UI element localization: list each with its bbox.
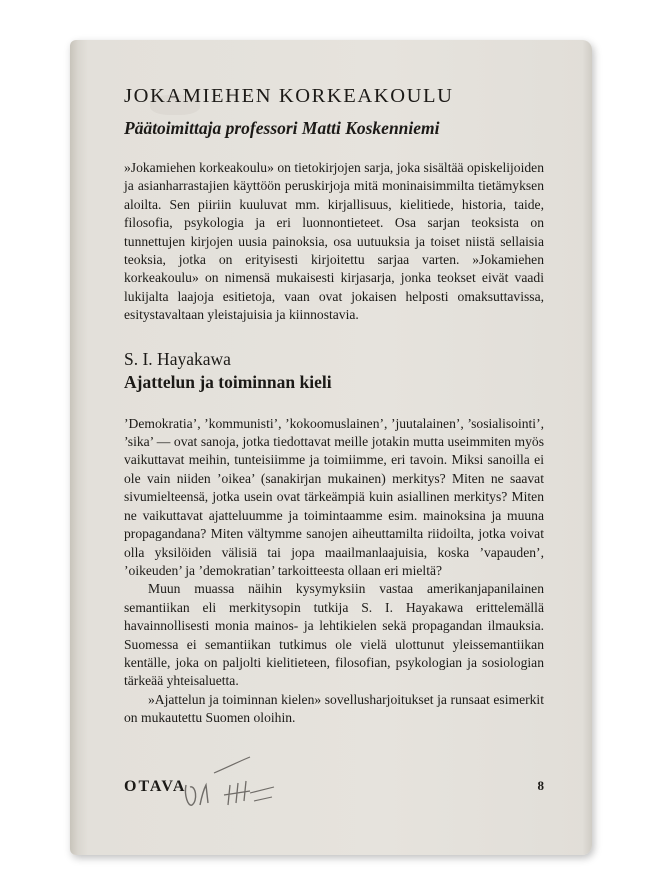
book-title: Ajattelun ja toiminnan kieli [124, 371, 332, 392]
pencil-scribble [178, 755, 328, 815]
series-title: JOKAMIEHEN KORKEAKOULU [124, 85, 454, 107]
book-author: S. I. Hayakawa [124, 348, 231, 369]
cover-text-area [124, 85, 544, 728]
series-description: »Jokamiehen korkeakoulu» on tietokirjojen sarja, joka sisältää opiskelijoiden ja asianharrastajien käyttöön peruskirjoja mitä moninaisimmilta tietämyksen aloilta. Sen piiriin kuuluvat mm. kirjallisuus, kielitiede, historia, taide, filosofia, psykologia ja eri luonnontieteet. Osa sarjan teoksista on tunnettujen kirjojen uusia painoksia, osa uutuuksia ja toiset niistä sellaisia teoksia, jotka on erityisesti kirjoitettu sarjaa varten. »Jokamiehen korkeakoulu» on nimensä mukaisesti kirjasarja, jonka teokset eivät vaadi lukijalta laajoja esitietoja, vaan ovat jokaisen helposti omaksuttavissa, esitystavaltaan yleistajuisia ja kiinnostavia. [124, 160, 544, 323]
book-description [124, 415, 544, 728]
series-number: 8 [537, 778, 544, 793]
series-editor: Päätoimittaja professori Matti Koskenniemi [124, 118, 440, 138]
publisher-name: OTAVA [124, 778, 187, 795]
book-description-paragraph: »Ajattelun ja toiminnan kielen» sovellusharjoitukset ja runsaat esimerkit on mukautettu Suomen oloihin. [124, 691, 544, 726]
book-back-cover [70, 40, 592, 855]
book-description-paragraph: Muun muassa näihin kysymyksiin vastaa amerikanjapanilainen semantiikan eli merkitysopin tutkija S. I. Hayakawa erittelemällä havainnollisesti monia mainos- ja lehtikielen sekä propagandan ilmauksia. Suomessa ei semantiikan tutkimus ole vielä ulottunut yleissemantiikan kentälle, joka on paljolti kielitieteen, filosofian, psykologian ja sosiologian tärkeää yhteisaluetta. [124, 581, 544, 689]
book-description-paragraph: ’Demokratia’, ’kommunisti’, ’kokoomuslainen’, ’juutalainen’, ’sosialisointi’, ’sika’ — ovat sanoja, jotka tiedottavat meille jotakin mutta useimmiten myös vaikuttavat meihin, tunteisiimme ja toimiimme, eri tavoin. Miksi sanoilla ei ole vain niiden ’oikea’ (sanakirjan mukainen) merkitys? Miten ne saavat sivumielteensä, jotka usein ovat tärkeämpiä kuin asiallinen merkitys? Miten ne vaikuttavat ajatteluumme ja toimintaamme esim. mainoksina ja muuna propagandana? Miten vältymme sanojen aiheuttamilta riidoilta, jotka voivat olla yksilöiden välisiä tai jopa maailmanlaajuisia, koska ’vapauden’, ’oikeuden’ ja ’demokratian’ tarkoitteesta ollaan eri mieltä? [124, 415, 544, 578]
